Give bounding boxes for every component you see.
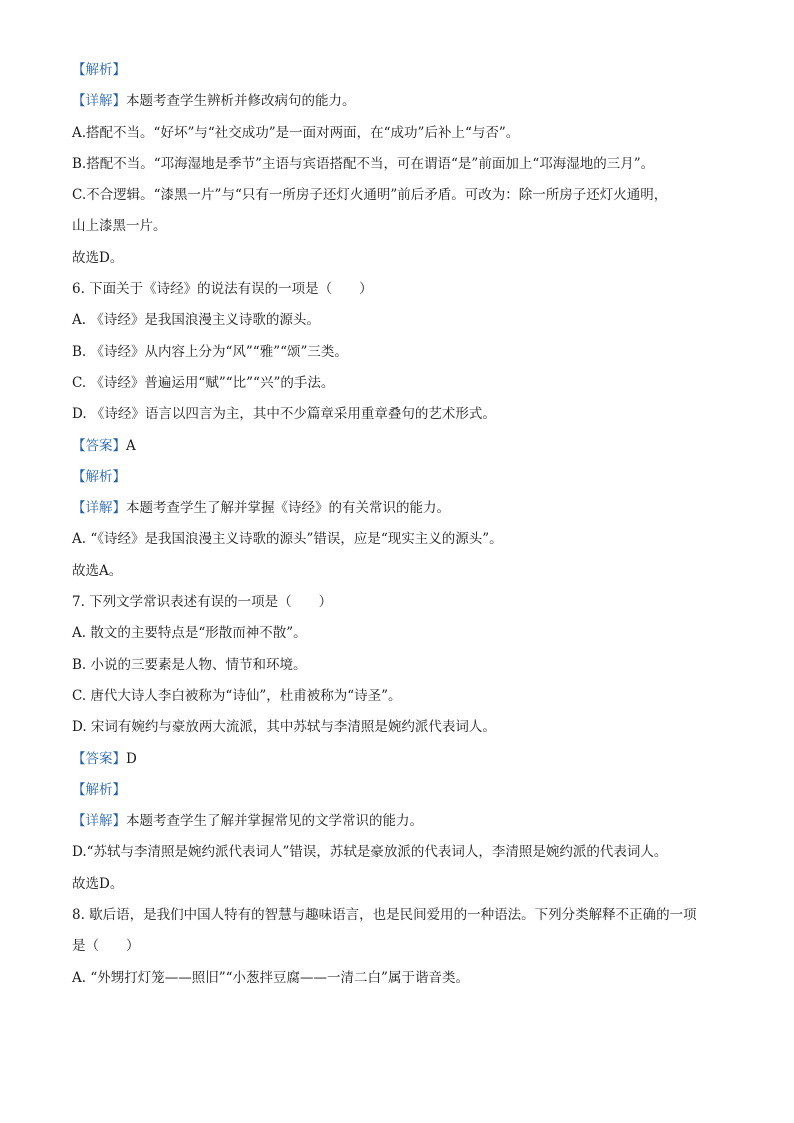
line-text: 故选D。: [72, 249, 124, 266]
question-text: 是（ ）: [72, 938, 140, 955]
line-text: 山上漆黑一片。: [72, 218, 167, 235]
document-page: [72, 60, 732, 999]
line-4: [72, 185, 732, 205]
option-text: D. 《诗经》语言以四言为主，其中不少篇章采用重章叠句的艺术形式。: [72, 406, 496, 423]
line-text: 故选D。: [72, 875, 124, 892]
option-d: [72, 404, 732, 424]
option-text: B. 《诗经》从内容上分为“风”“雅”“颂”三类。: [72, 343, 348, 360]
line-text: 本题考查学生了解并掌握《诗经》的有关常识的能力。: [126, 500, 450, 517]
label-tag: 【解析】: [72, 62, 126, 78]
analysis-6: [72, 467, 732, 487]
option-text: D. 宋词有婉约与豪放两大流派，其中苏轼与李清照是婉约派代表词人。: [72, 719, 496, 736]
label-tag: 【详解】: [72, 500, 126, 517]
answer-text: D: [126, 750, 137, 767]
line-2: [72, 123, 732, 143]
question-8-cont: [72, 936, 732, 956]
question-6: [72, 279, 732, 299]
question-8: [72, 905, 732, 925]
answer-7: [72, 749, 732, 769]
line-5: [72, 216, 732, 236]
label-tag: 【答案】: [72, 437, 126, 454]
question-text: 6. 下面关于《诗经》的说法有误的一项是（ ）: [72, 281, 373, 298]
line-0: [72, 60, 732, 80]
label-tag: 【答案】: [72, 750, 126, 767]
label-tag: 【解析】: [72, 781, 126, 798]
line-3: [72, 154, 732, 174]
option-text: A. 《诗经》是我国浪漫主义诗歌的源头。: [72, 312, 320, 329]
analysis-7: [72, 780, 732, 800]
option-text: B. 小说的三要素是人物、情节和环境。: [72, 656, 307, 673]
option-a: [72, 310, 732, 330]
line-text: A.搭配不当。“好坏”与“社交成功”是一面对两面，在“成功”后补上“与否”。: [72, 124, 520, 141]
option-b: [72, 655, 732, 675]
detail-6: [72, 498, 732, 518]
option-b: [72, 342, 732, 362]
line-text: C.不合逻辑。“漆黑一片”与“只有一所房子还灯火通明”前后矛盾。可改为：除一所房子还灯火通明，: [72, 187, 668, 204]
choice-6: [72, 561, 732, 581]
answer-6: [72, 436, 732, 456]
option-text: C. 《诗经》普遍运用“赋”“比”“兴”的手法。: [72, 374, 335, 391]
label-tag: 【详解】: [72, 813, 126, 830]
detail-7: [72, 811, 732, 831]
option-text: C. 唐代大诗人李白被称为“诗仙”，杜甫被称为“诗圣”。: [72, 687, 402, 704]
option-d: [72, 717, 732, 737]
answer-text: A: [126, 437, 136, 454]
line-1: [72, 91, 732, 111]
line-text: 故选A。: [72, 562, 123, 579]
option-c: [72, 373, 732, 393]
label-tag: 【详解】: [72, 93, 126, 110]
option-a: [72, 968, 732, 988]
explain-6: [72, 529, 732, 549]
question-7: [72, 592, 732, 612]
line-text: D.“苏轼与李清照是婉约派代表词人”错误，苏轼是豪放派的代表词人，李清照是婉约派的代表词人。: [72, 844, 668, 861]
choice-7: [72, 874, 732, 894]
label-tag: 【解析】: [72, 468, 126, 485]
question-text: 7. 下列文学常识表述有误的一项是（ ）: [72, 594, 333, 611]
line-text: B.搭配不当。“邛海湿地是季节”主语与宾语搭配不当，可在谓语“是”前面加上“邛海湿地的三月”。: [72, 155, 655, 172]
option-c: [72, 686, 732, 706]
option-text: A. 散文的主要特点是“形散而神不散”。: [72, 625, 307, 642]
line-text: 本题考查学生了解并掌握常见的文学常识的能力。: [126, 813, 423, 830]
line-6: [72, 248, 732, 268]
option-text: A. “外甥打灯笼——照旧”“小葱拌豆腐——一清二白”属于谐音类。: [72, 969, 469, 986]
line-text: A. “《诗经》是我国浪漫主义诗歌的源头”错误，应是“现实主义的源头”。: [72, 531, 503, 548]
explain-7: [72, 842, 732, 862]
line-text: 本题考查学生辨析并修改病句的能力。: [126, 93, 356, 110]
question-text: 8. 歇后语，是我们中国人特有的智慧与趣味语言，也是民间爱用的一种语法。下列分类解释不正确的一项: [72, 907, 697, 924]
option-a: [72, 623, 732, 643]
